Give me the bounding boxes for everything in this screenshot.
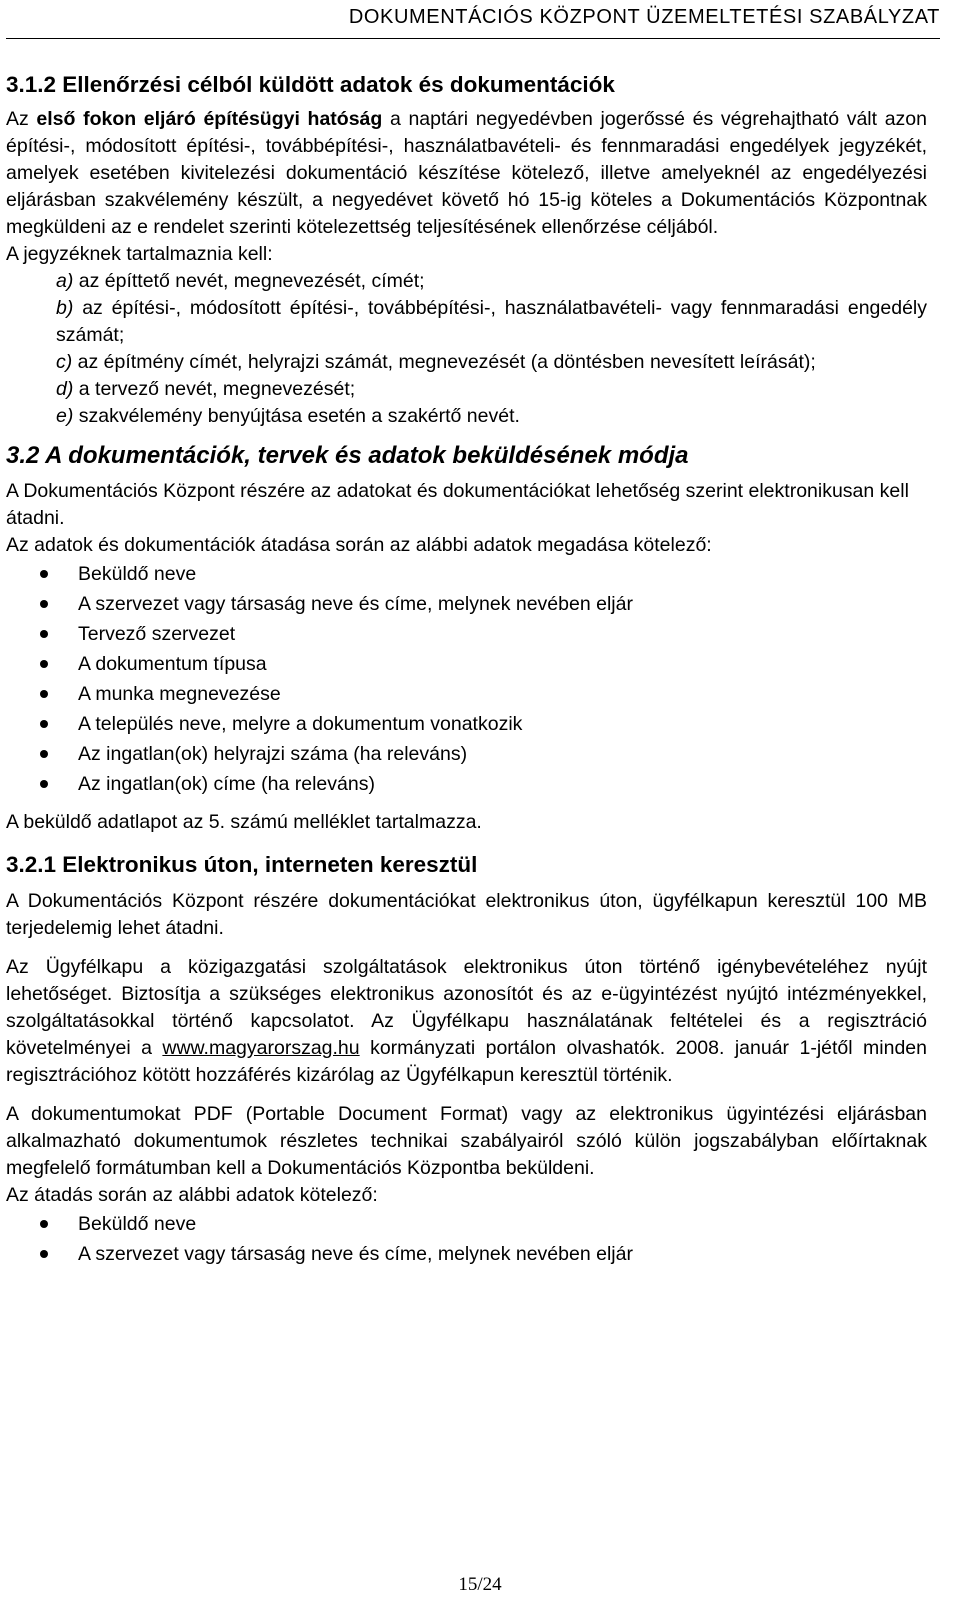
bullet-item [6,709,927,739]
list-marker: a) [56,270,74,292]
bullet-item [6,589,927,619]
list-item [56,268,927,295]
bullet-icon [40,780,48,788]
bullet-text: Beküldő neve [78,1213,197,1235]
section-number: 3.2 [6,442,40,469]
section-3-2-1-paragraph-1: A Dokumentációs Központ részére dokumentációkat elektronikus úton, ügyfélkapun keresztül 100 MB terjedelemig lehet átadni. [6,890,927,939]
bullet-icon [40,570,48,578]
required-data-list [6,559,927,799]
bullet-icon [40,630,48,638]
list-item [56,376,927,403]
bullet-item [6,739,927,769]
magyarorszag-link[interactable]: www.magyarorszag.hu [162,1037,360,1059]
list-item-text: szakvélemény benyújtása esetén a szakértő nevét. [73,405,520,427]
section-3-2-paragraph-1: A Dokumentációs Központ részére az adatokat és dokumentációkat lehetőség szerint elektronikusan kell átadni. [6,480,909,529]
list-item-text: az építési-, módosított építési-, továbbépítési-, használatbavételi- vagy fennmaradási engedély számát; [56,297,927,346]
bullet-text: A szervezet vagy társaság neve és címe, melynek nevében eljár [78,593,633,615]
bullet-text: Az ingatlan(ok) címe (ha releváns) [78,773,375,795]
section-3-1-2-paragraph-2: A jegyzéknek tartalmaznia kell: [6,243,273,265]
list-item-text: az építmény címét, helyrajzi számát, megnevezését (a döntésben nevesített leírását); [72,351,816,373]
bullet-icon [40,690,48,698]
bullet-text: A szervezet vagy társaság neve és címe, melynek nevében eljár [78,1243,633,1265]
paragraph-text: kormányzati portálon olvashatók. 2008. január 1-jétől minden regisztrációhoz kötött hozzáférés kizárólag az Ügyfélkapun keresztül történik. [6,1037,927,1086]
bullet-icon [40,720,48,728]
running-header: DOKUMENTÁCIÓS KÖZPONT ÜZEMELTETÉSI SZABÁLYZAT [348,6,940,28]
list-item [56,403,927,430]
page-content [6,70,927,1269]
bullet-icon [40,1250,48,1258]
bullet-text: A munka megnevezése [78,683,281,705]
bullet-item [6,649,927,679]
transfer-data-list [6,1209,927,1269]
bullet-text: Tervező szervezet [78,623,236,645]
section-3-2-paragraph-2: Az adatok és dokumentációk átadása során az alábbi adatok megadása kötelező: [6,534,712,556]
section-3-2-1-paragraph-2 [6,954,927,1089]
bullet-icon [40,600,48,608]
section-3-2-1-paragraph-4: Az átadás során az alábbi adatok kötelező: [6,1184,378,1206]
section-3-2-paragraph-3: A beküldő adatlapot az 5. számú melléklet tartalmazza. [6,811,482,833]
bullet-item [6,1239,927,1269]
section-title: A dokumentációk, tervek és adatok beküldésének módja [39,442,689,469]
bullet-text: A település neve, melyre a dokumentum vonatkozik [78,713,523,735]
paragraph-text: Az Ügyfélkapu a közigazgatási szolgáltatások elektronikus úton történő igénybevételéhez nyújt lehetőséget. Biztosítja a szükséges elektronikus azonosítót és az e-ügyintézést nyújtó intézményekkel, szolgáltatásokkal történő kapcsolatot. Az Ügyfélkapu használatának feltételei és a regisztráció követelményei a [6,956,927,1059]
bullet-item [6,619,927,649]
bullet-text: Beküldő neve [78,563,197,585]
section-3-2-heading [6,440,927,472]
list-item-text: az építtető nevét, megnevezését, címét; [73,270,425,292]
bullet-item [6,769,927,799]
bullet-item [6,679,927,709]
section-3-1-2-heading: 3.1.2 Ellenőrzési célból küldött adatok és dokumentációk [6,72,615,97]
list-marker: b) [56,297,74,319]
list-marker: e) [56,405,74,427]
list-marker: c) [56,351,73,373]
list-item [56,295,927,349]
bullet-text: A dokumentum típusa [78,653,267,675]
list-item-text: a tervező nevét, megnevezését; [73,378,356,400]
paragraph-text: a naptári negyedévben jogerőssé és végrehajtható vált azon építési-, módosított építési-, továbbépítési-, használatbavételi- és fennmaradási engedélyek jegyzékét, amelyek esetében kivitelezési dokumentáció készítése kötelező, illetve amelyeknél az engedélyezési eljárásban szakvélemény készült, a negyedévet követő hó 15-ig köteles a Dokumentációs Központnak megküldeni az e rendelet szerinti kötelezettség teljesítésének ellenőrzése céljából. [6,108,927,238]
bullet-icon [40,750,48,758]
bullet-text: Az ingatlan(ok) helyrajzi száma (ha releváns) [78,743,468,765]
header-rule [6,38,940,39]
paragraph-text: Az [6,108,37,130]
section-3-2-1-heading: 3.2.1 Elektronikus úton, interneten keresztül [6,852,478,877]
bold-phrase: első fokon eljáró építésügyi hatóság [36,108,383,130]
bullet-item [6,1209,927,1239]
section-3-1-2-paragraph-1 [6,106,927,241]
requirements-list [6,268,927,430]
list-item [56,349,927,376]
bullet-icon [40,660,48,668]
list-marker: d) [56,378,74,400]
page-number: 15/24 [458,1574,502,1595]
bullet-item [6,559,927,589]
section-3-2-1-paragraph-3: A dokumentumokat PDF (Portable Document Format) vagy az elektronikus ügyintézési eljárásban alkalmazható dokumentumok részletes technikai szabályairól szóló külön jogszabályban előírtaknak megfelelő formátumban kell a Dokumentációs Központba beküldeni. [6,1103,927,1179]
bullet-icon [40,1220,48,1228]
